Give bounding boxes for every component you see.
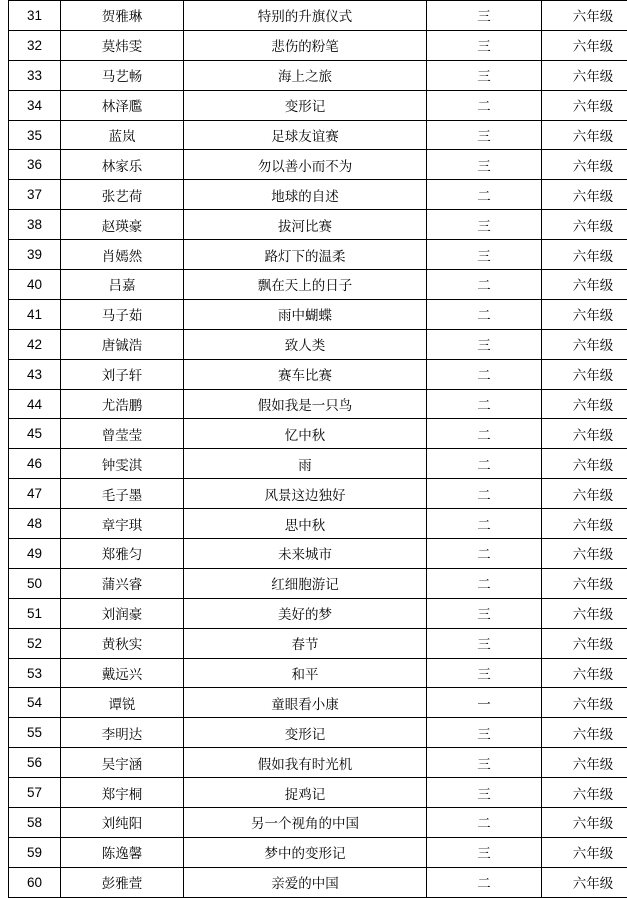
cell-name: 黄秋实 <box>61 628 184 658</box>
cell-title: 和平 <box>184 658 427 688</box>
cell-name: 贺雅琳 <box>61 1 184 31</box>
cell-name: 郑雅匀 <box>61 539 184 569</box>
cell-level: 二 <box>427 479 542 509</box>
cell-index: 43 <box>9 359 61 389</box>
cell-level: 二 <box>427 299 542 329</box>
table-row <box>9 210 627 240</box>
table-row <box>9 867 627 897</box>
cell-name: 肖嫣然 <box>61 240 184 270</box>
cell-title: 致人类 <box>184 329 427 359</box>
cell-index: 48 <box>9 509 61 539</box>
cell-title: 拔河比赛 <box>184 210 427 240</box>
cell-name: 毛子墨 <box>61 479 184 509</box>
cell-index: 47 <box>9 479 61 509</box>
cell-grade: 六年级 <box>542 628 627 658</box>
cell-title: 变形记 <box>184 718 427 748</box>
table-row <box>9 568 627 598</box>
cell-title: 捉鸡记 <box>184 778 427 808</box>
cell-index: 41 <box>9 299 61 329</box>
table-row <box>9 658 627 688</box>
cell-level: 三 <box>427 240 542 270</box>
table-row <box>9 1 627 31</box>
cell-name: 陈逸馨 <box>61 837 184 867</box>
cell-title: 海上之旅 <box>184 60 427 90</box>
cell-level: 三 <box>427 120 542 150</box>
cell-title: 另一个视角的中国 <box>184 808 427 838</box>
cell-name: 谭锐 <box>61 688 184 718</box>
cell-title: 地球的自述 <box>184 180 427 210</box>
table-row <box>9 778 627 808</box>
table-row <box>9 30 627 60</box>
cell-grade: 六年级 <box>542 598 627 628</box>
cell-name: 林家乐 <box>61 150 184 180</box>
cell-level: 三 <box>427 210 542 240</box>
cell-grade: 六年级 <box>542 808 627 838</box>
cell-grade: 六年级 <box>542 658 627 688</box>
cell-index: 46 <box>9 449 61 479</box>
table-row <box>9 598 627 628</box>
cell-grade: 六年级 <box>542 867 627 897</box>
cell-grade: 六年级 <box>542 479 627 509</box>
cell-name: 蒲兴睿 <box>61 568 184 598</box>
cell-title: 亲爱的中国 <box>184 867 427 897</box>
table-row <box>9 718 627 748</box>
cell-index: 38 <box>9 210 61 240</box>
cell-title: 未来城市 <box>184 539 427 569</box>
cell-name: 尤浩鹏 <box>61 389 184 419</box>
table-row <box>9 479 627 509</box>
table-row <box>9 270 627 300</box>
cell-level: 三 <box>427 329 542 359</box>
cell-grade: 六年级 <box>542 568 627 598</box>
cell-title: 足球友谊赛 <box>184 120 427 150</box>
cell-index: 54 <box>9 688 61 718</box>
cell-name: 刘子轩 <box>61 359 184 389</box>
cell-name: 莫炜雯 <box>61 30 184 60</box>
cell-grade: 六年级 <box>542 718 627 748</box>
cell-index: 45 <box>9 419 61 449</box>
cell-title: 赛车比赛 <box>184 359 427 389</box>
table-row <box>9 150 627 180</box>
cell-title: 假如我有时光机 <box>184 748 427 778</box>
table-row <box>9 329 627 359</box>
table-row <box>9 509 627 539</box>
table-row <box>9 60 627 90</box>
cell-title: 春节 <box>184 628 427 658</box>
cell-name: 曾莹莹 <box>61 419 184 449</box>
cell-index: 42 <box>9 329 61 359</box>
cell-title: 雨中蝴蝶 <box>184 299 427 329</box>
cell-grade: 六年级 <box>542 270 627 300</box>
cell-grade: 六年级 <box>542 1 627 31</box>
cell-name: 吴宇涵 <box>61 748 184 778</box>
cell-index: 32 <box>9 30 61 60</box>
table-row <box>9 389 627 419</box>
cell-index: 34 <box>9 90 61 120</box>
table-row <box>9 837 627 867</box>
cell-grade: 六年级 <box>542 60 627 90</box>
cell-index: 55 <box>9 718 61 748</box>
cell-title: 忆中秋 <box>184 419 427 449</box>
cell-level: 二 <box>427 867 542 897</box>
cell-level: 三 <box>427 30 542 60</box>
cell-level: 二 <box>427 419 542 449</box>
table-row <box>9 808 627 838</box>
table-row <box>9 299 627 329</box>
cell-name: 刘纯阳 <box>61 808 184 838</box>
cell-name: 林泽尶 <box>61 90 184 120</box>
cell-name: 刘润豪 <box>61 598 184 628</box>
cell-grade: 六年级 <box>542 389 627 419</box>
cell-title: 悲伤的粉笔 <box>184 30 427 60</box>
cell-level: 三 <box>427 598 542 628</box>
cell-index: 52 <box>9 628 61 658</box>
cell-title: 红细胞游记 <box>184 568 427 598</box>
cell-grade: 六年级 <box>542 120 627 150</box>
cell-level: 三 <box>427 150 542 180</box>
cell-name: 马艺畅 <box>61 60 184 90</box>
cell-index: 57 <box>9 778 61 808</box>
cell-title: 美好的梦 <box>184 598 427 628</box>
cell-title: 假如我是一只鸟 <box>184 389 427 419</box>
cell-level: 三 <box>427 1 542 31</box>
cell-name: 彭雅萱 <box>61 867 184 897</box>
cell-index: 33 <box>9 60 61 90</box>
cell-title: 变形记 <box>184 90 427 120</box>
cell-index: 40 <box>9 270 61 300</box>
cell-level: 三 <box>427 658 542 688</box>
cell-index: 44 <box>9 389 61 419</box>
table-row <box>9 120 627 150</box>
cell-name: 戴远兴 <box>61 658 184 688</box>
cell-index: 49 <box>9 539 61 569</box>
cell-level: 二 <box>427 180 542 210</box>
cell-title: 雨 <box>184 449 427 479</box>
cell-name: 章宇琪 <box>61 509 184 539</box>
cell-level: 三 <box>427 628 542 658</box>
cell-title: 勿以善小而不为 <box>184 150 427 180</box>
table-row <box>9 748 627 778</box>
cell-grade: 六年级 <box>542 509 627 539</box>
cell-name: 钟雯淇 <box>61 449 184 479</box>
cell-grade: 六年级 <box>542 449 627 479</box>
table-row <box>9 419 627 449</box>
cell-level: 三 <box>427 718 542 748</box>
cell-name: 马子茹 <box>61 299 184 329</box>
cell-grade: 六年级 <box>542 90 627 120</box>
cell-title: 飘在天上的日子 <box>184 270 427 300</box>
cell-name: 张艺荷 <box>61 180 184 210</box>
table-body <box>9 1 627 898</box>
cell-level: 三 <box>427 778 542 808</box>
table-row <box>9 90 627 120</box>
cell-level: 三 <box>427 60 542 90</box>
cell-title: 思中秋 <box>184 509 427 539</box>
cell-name: 郑宇桐 <box>61 778 184 808</box>
cell-title: 风景这边独好 <box>184 479 427 509</box>
cell-index: 56 <box>9 748 61 778</box>
cell-grade: 六年级 <box>542 30 627 60</box>
table-row <box>9 449 627 479</box>
cell-name: 蓝岚 <box>61 120 184 150</box>
cell-index: 35 <box>9 120 61 150</box>
cell-index: 53 <box>9 658 61 688</box>
cell-index: 39 <box>9 240 61 270</box>
cell-name: 李明达 <box>61 718 184 748</box>
cell-level: 三 <box>427 837 542 867</box>
cell-level: 二 <box>427 389 542 419</box>
cell-level: 二 <box>427 568 542 598</box>
cell-index: 51 <box>9 598 61 628</box>
cell-title: 童眼看小康 <box>184 688 427 718</box>
cell-level: 二 <box>427 449 542 479</box>
cell-grade: 六年级 <box>542 778 627 808</box>
award-list-table <box>8 0 627 898</box>
cell-grade: 六年级 <box>542 748 627 778</box>
cell-level: 二 <box>427 509 542 539</box>
cell-level: 二 <box>427 270 542 300</box>
cell-grade: 六年级 <box>542 837 627 867</box>
cell-index: 59 <box>9 837 61 867</box>
cell-grade: 六年级 <box>542 539 627 569</box>
cell-index: 37 <box>9 180 61 210</box>
cell-grade: 六年级 <box>542 359 627 389</box>
cell-grade: 六年级 <box>542 688 627 718</box>
cell-level: 二 <box>427 539 542 569</box>
cell-level: 三 <box>427 748 542 778</box>
table-row <box>9 240 627 270</box>
table-row <box>9 359 627 389</box>
cell-name: 吕嘉 <box>61 270 184 300</box>
cell-grade: 六年级 <box>542 299 627 329</box>
cell-level: 二 <box>427 808 542 838</box>
cell-name: 赵瑛豪 <box>61 210 184 240</box>
cell-index: 60 <box>9 867 61 897</box>
table-row <box>9 180 627 210</box>
table-row <box>9 539 627 569</box>
cell-title: 路灯下的温柔 <box>184 240 427 270</box>
cell-grade: 六年级 <box>542 210 627 240</box>
cell-grade: 六年级 <box>542 419 627 449</box>
cell-grade: 六年级 <box>542 329 627 359</box>
cell-index: 58 <box>9 808 61 838</box>
cell-grade: 六年级 <box>542 180 627 210</box>
table-row <box>9 628 627 658</box>
cell-level: 二 <box>427 359 542 389</box>
cell-name: 唐铖浩 <box>61 329 184 359</box>
cell-index: 36 <box>9 150 61 180</box>
cell-index: 50 <box>9 568 61 598</box>
cell-title: 梦中的变形记 <box>184 837 427 867</box>
cell-grade: 六年级 <box>542 150 627 180</box>
table-row <box>9 688 627 718</box>
cell-level: 二 <box>427 90 542 120</box>
cell-index: 31 <box>9 1 61 31</box>
cell-title: 特别的升旗仪式 <box>184 1 427 31</box>
cell-level: 一 <box>427 688 542 718</box>
cell-grade: 六年级 <box>542 240 627 270</box>
